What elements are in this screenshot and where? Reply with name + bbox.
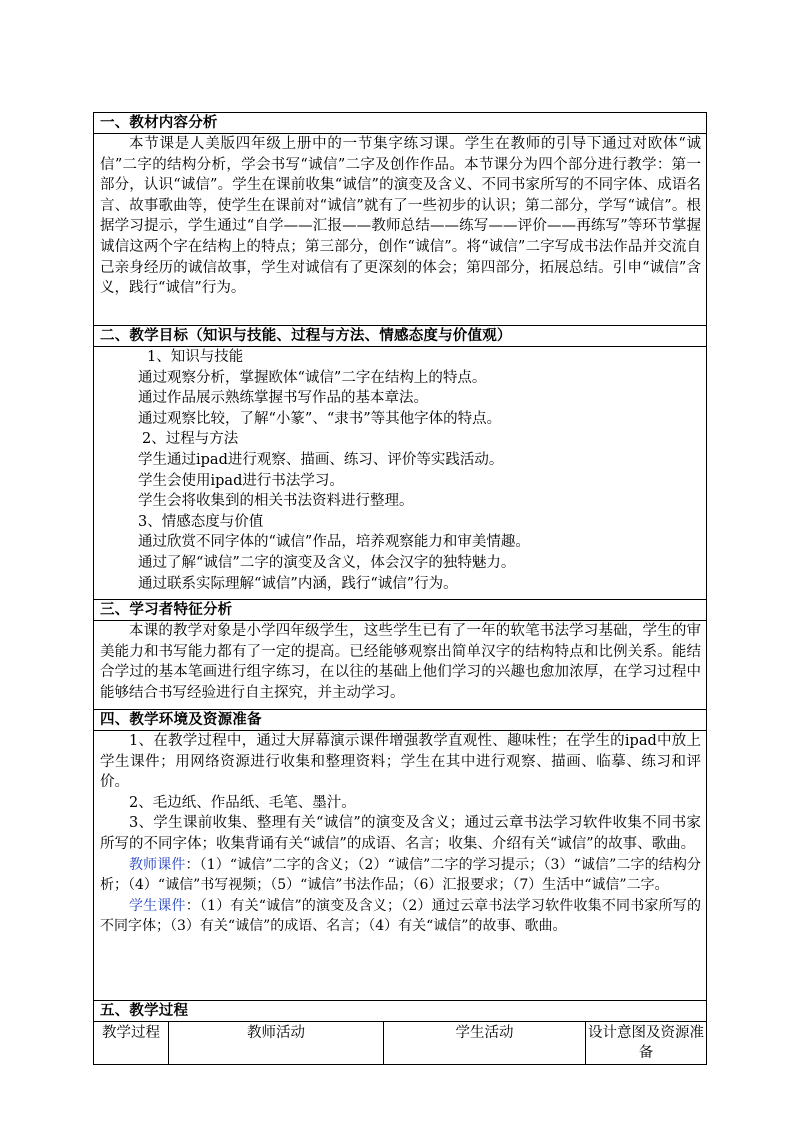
goal-item: 学生会将收集到的相关书法资料进行整理。 bbox=[138, 493, 414, 510]
teacher-courseware bbox=[100, 855, 701, 896]
section-1-heading: 一、教材内容分析 bbox=[94, 113, 706, 134]
section-4-heading: 四、教学环境及资源准备 bbox=[94, 710, 706, 731]
process-table-header bbox=[94, 1022, 706, 1064]
goal-subheading-knowledge: 1、知识与技能 bbox=[147, 349, 244, 365]
teacher-courseware-text: ：（1）“诚信”二字的含义；（2）“诚信”二字的学习提示；（3）“诚信”二字的结构分析；（4）“诚信”书写视频；（5）“诚信”书法作品；（6）汇报要求；（7）生活中“诚信”二字。 bbox=[100, 856, 702, 894]
column-header-stage: 教学过程 bbox=[94, 1022, 169, 1064]
lesson-plan-table bbox=[93, 112, 707, 1065]
goal-item: 通过联系实际理解“诚信”内涵，践行“诚信”行为。 bbox=[138, 575, 458, 592]
learner-analysis-paragraph: 本课的教学对象是小学四年级学生，这些学生已有了一年的软笔书法学习基础，学生的审美能力和书写能力都有了一定的提高。已经能够观察出简单汉字的结构特点和比例关系。能结合学过的基本笔画进行组字练习，在以往的基础上他们学习的兴趣也愈加浓厚，在学习过程中能够结合书写经验进行自主探究，并主动学习。 bbox=[100, 623, 701, 701]
section-5-heading: 五、教学过程 bbox=[94, 1001, 706, 1022]
resource-item: 3、学生课前收集、整理有关“诚信”的演变及含义；通过云章书法学习软件收集不同书家所写的不同字体；收集背诵有关“诚信”的成语、名言；收集、介绍有关“诚信”的故事、歌曲。 bbox=[100, 815, 701, 852]
resource-item: 2、毛边纸、作品纸、毛笔、墨汁。 bbox=[129, 794, 356, 811]
section-2-heading: 二、教学目标（知识与技能、过程与方法、情感态度与价值观） bbox=[94, 326, 706, 347]
column-header-teacher-activity: 教师活动 bbox=[169, 1022, 384, 1064]
goal-item: 学生通过ipad进行观察、描画、练习、评价等实践活动。 bbox=[138, 451, 504, 468]
resource-item: 1、在教学过程中，通过大屏幕演示课件增强教学直观性、趣味性；在学生的ipad中放上学生课件；用网络资源进行收集和整理资料；学生在其中进行观察、描画、临摹、练习和评价。 bbox=[100, 733, 701, 791]
material-analysis-paragraph: 本节课是人美版四年级上册中的一节集字练习课。学生在教师的引导下通过对欧体“诚信”二字的结构分析，学会书写“诚信”二字及创作作品。本节课分为四个部分进行教学：第一部分，认识“诚信”。学生在课前收集“诚信”的演变及含义、不同书家所写的不同字体、成语名言、故事歌曲等，使学生在课前对“诚信”就有了一些初步的认识；第二部分，学写“诚信”。根据学习提示，学生通过“自学——汇报——教师总结——练写——评价——再练写”等环节掌握诚信这两个字在结构上的特点；第三部分，创作“诚信”。将“诚信”二字写成书法作品并交流自己亲身经历的诚信故事，学生对诚信有了更深刻的体会；第四部分，拓展总结。引申“诚信”含义，践行“诚信”行为。 bbox=[100, 136, 701, 297]
student-courseware bbox=[100, 896, 701, 937]
goal-item: 通过观察分析，掌握欧体“诚信”二字在结构上的特点。 bbox=[138, 369, 487, 386]
goal-item: 通过了解“诚信”二字的演变及含义，体会汉字的独特魅力。 bbox=[138, 554, 516, 571]
student-courseware-label: 学生课件 bbox=[129, 897, 186, 914]
teacher-courseware-label: 教师课件 bbox=[129, 856, 186, 873]
goal-item: 通过观察比较，了解“小篆”、“隶书”等其他字体的特点。 bbox=[138, 410, 502, 427]
goal-item: 学生会使用ipad进行书法学习。 bbox=[138, 472, 344, 489]
goal-item: 通过作品展示熟练掌握书写作品的基本章法。 bbox=[138, 390, 428, 407]
goal-subheading-process: 2、过程与方法 bbox=[142, 431, 239, 448]
column-header-student-activity: 学生活动 bbox=[384, 1022, 586, 1064]
section-1-content bbox=[94, 134, 706, 326]
section-3-heading: 三、学习者特征分析 bbox=[94, 600, 706, 621]
goal-item: 通过欣赏不同字体的“诚信”作品，培养观察能力和审美情趣。 bbox=[138, 534, 530, 551]
section-3-content bbox=[94, 621, 706, 710]
section-2-content bbox=[94, 347, 706, 600]
column-header-design-intent: 设计意图及资源准备 bbox=[588, 1025, 704, 1061]
goal-subheading-attitude: 3、情感态度与价值 bbox=[138, 513, 264, 530]
student-courseware-text: ：（1）有关“诚信”的演变及含义；（2）通过云章书法学习软件收集不同书家所写的不同字体；（3）有关“诚信”的成语、名言；（4）有关“诚信”的故事、歌曲。 bbox=[100, 897, 701, 935]
section-4-content bbox=[94, 731, 706, 1001]
